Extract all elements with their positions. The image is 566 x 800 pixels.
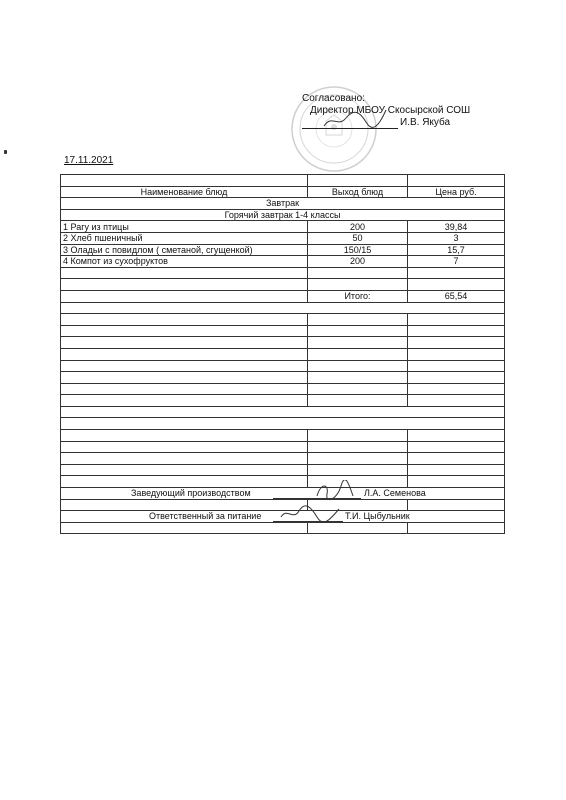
table-row [61,256,505,268]
item-name: 1 Рагу из птицы [61,221,308,233]
menu-table [60,174,505,534]
total-label: Итого: [308,290,408,302]
nutrition-resp-signature [277,503,343,525]
meal-row [61,198,505,210]
blank-row [61,464,505,476]
production-head-signature [311,480,357,502]
header-output: Выход блюд [308,186,408,198]
item-name: 2 Хлеб пшеничный [61,232,308,244]
blank-row [61,302,505,314]
header-price: Цена руб. [408,186,505,198]
production-head-name: Л.А. Семенова [364,488,426,499]
blank-row [61,383,505,395]
meal-title: Завтрак [61,198,505,210]
item-output: 150/15 [308,244,408,256]
agreed-label: Согласовано: [302,93,365,104]
item-price: 15,7 [408,244,505,256]
blank-row [61,418,505,430]
scan-speck [4,150,7,154]
table-row [61,244,505,256]
item-price: 7 [408,256,505,268]
item-name: 4 Компот из сухофруктов [61,256,308,268]
item-output: 50 [308,232,408,244]
blank-row [61,453,505,465]
blank-row [61,267,505,279]
director-name: И.В. Якуба [400,117,451,128]
item-price: 3 [408,232,505,244]
blank-row [61,175,505,187]
blank-row [61,372,505,384]
director-signature [320,108,390,132]
table-row [61,221,505,233]
header-name: Наименование блюд [61,186,308,198]
meal-subtitle: Горячий завтрак 1-4 классы [61,209,505,221]
blank-row [61,395,505,407]
document-date: 17.11.2021 [64,155,114,166]
blank-row [61,476,505,488]
blank-row [61,430,505,442]
blank-row [61,337,505,349]
blank-row [61,441,505,453]
production-head-label: Заведующий производством [131,488,251,499]
blank-row [61,348,505,360]
blank-row [61,279,505,291]
blank-row [61,314,505,326]
table-row [61,232,505,244]
item-price: 39,84 [408,221,505,233]
item-output: 200 [308,221,408,233]
header-row [61,186,505,198]
total-value: 65,54 [408,290,505,302]
meal-subtitle-row [61,209,505,221]
blank-row [61,360,505,372]
item-output: 200 [308,256,408,268]
blank-row [61,406,505,418]
production-head-row [61,488,505,500]
item-name: 3 Оладьи с повидлом ( сметаной, сгущенкой) [61,244,308,256]
nutrition-resp-label: Ответственный за питание [149,511,262,522]
blank-row [61,325,505,337]
nutrition-resp-row [61,511,505,523]
total-row [61,290,505,302]
director-line: Директор МБОУ Скосырской СОШ [310,105,471,116]
nutrition-resp-name: Т.И. Цыбульник [345,511,410,522]
